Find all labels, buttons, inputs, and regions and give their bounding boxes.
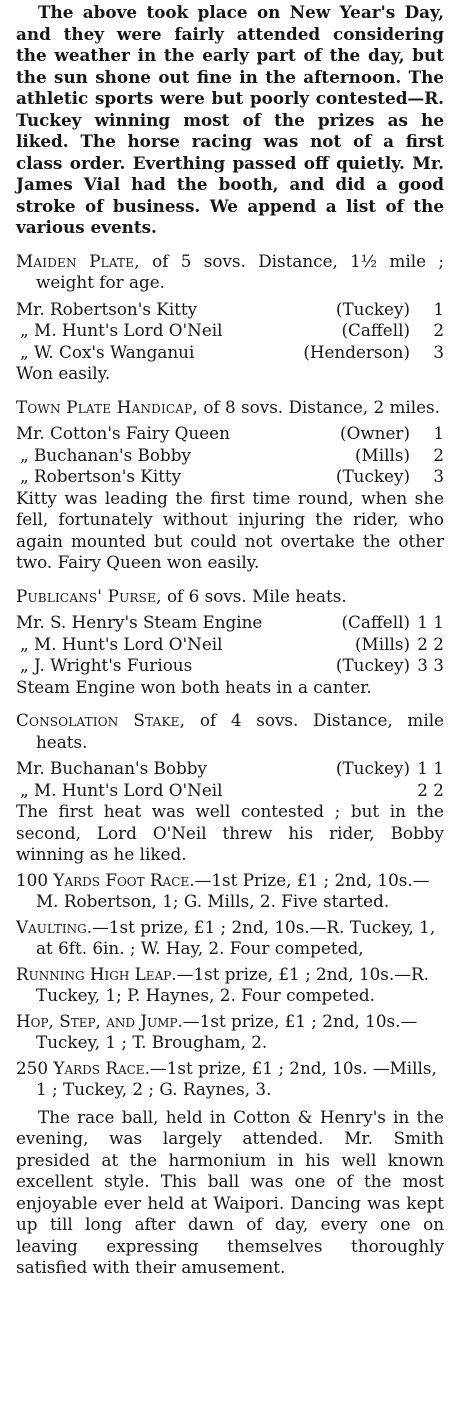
race-details: of 6 sovs. Mile heats. <box>161 585 347 606</box>
entry-horse: „ Robertson's Kitty <box>20 466 182 486</box>
entry-jockey: (Tuckey) <box>335 466 410 486</box>
race-entries <box>16 423 444 488</box>
event-text: —1st prize, £1 ; 2nd, 10s. —Mills, 1 ; Tuckey, 2 ; G. Raynes, 3. <box>36 1057 437 1099</box>
race-maiden-plate <box>16 251 444 385</box>
race-name: Consolation Stake, <box>16 710 186 730</box>
race-note: Won easily. <box>16 363 111 383</box>
race-details: of 4 sovs. Distance, mile heats. <box>36 710 444 752</box>
entry-jockey: (Mills) <box>355 633 410 654</box>
event-item <box>16 870 444 913</box>
entry-place: 3 <box>433 341 444 362</box>
entry-place: 3 3 <box>417 655 444 675</box>
event-item <box>16 1058 444 1101</box>
athletic-events <box>16 870 444 1101</box>
entry-place: 1 1 <box>417 758 444 778</box>
race-details: of 8 sovs. Distance, 2 miles. <box>198 396 440 417</box>
race-entry <box>16 466 444 488</box>
entry-place: 3 <box>433 466 444 486</box>
race-entry <box>16 423 444 445</box>
entry-place: 2 2 <box>417 633 444 654</box>
entry-horse: „ J. Wright's Furious <box>20 655 193 675</box>
event-text: —1st Prize, £1 ; 2nd, 10s.—M. Robertson, 1; G. Mills, 2. Five started. <box>36 869 430 911</box>
race-town-plate <box>16 397 444 574</box>
entry-horse: „ M. Hunt's Lord O'Neil <box>20 633 223 654</box>
race-name: Maiden Plate, <box>16 250 140 271</box>
race-entry <box>16 655 444 677</box>
entry-jockey: (Mills) <box>355 444 410 465</box>
race-consolation-stake <box>16 710 444 866</box>
race-entry <box>16 342 444 364</box>
race-note: The first heat was well contested ; but in the second, Lord O'Neil threw his rider, Bobby winning as he liked. <box>16 801 444 864</box>
race-entry <box>16 445 444 467</box>
entry-place: 2 2 <box>417 779 444 800</box>
event-text: —1st prize, £1 ; 2nd, 10s.—Tuckey, 1 ; T. Brougham, 2. <box>36 1010 418 1052</box>
entry-horse: Mr. Buchanan's Bobby <box>16 758 207 778</box>
race-entries <box>16 299 444 364</box>
event-name: Hop, Step, and Jump. <box>16 1010 183 1031</box>
race-entry <box>16 320 444 342</box>
entry-horse: Mr. Cotton's Fairy Queen <box>16 423 230 443</box>
entry-jockey: (Tuckey) <box>335 655 410 675</box>
race-note: Kitty was leading the first time round, when she fell, fortunately without injuring the rider, who again mounted but could not overtake the other two. Fairy Queen won easily. <box>16 487 444 572</box>
closing-paragraph: The race ball, held in Cotton & Henry's in the evening, was largely attended. Mr. Smith presided at the harmonium in his well known excellent style. This ball was one of the most enjoyable ever held at Waipori. Dancing was kept up till long after dawn of day, every one on leaving expressing themselves thoroughly satisfied with their amusement. <box>16 1106 444 1277</box>
entry-jockey: (Tuckey) <box>335 298 410 319</box>
entry-jockey: (Caffell) <box>341 320 410 340</box>
race-name: Town Plate Handicap, <box>16 396 198 417</box>
entry-jockey: (Owner) <box>340 423 410 443</box>
race-entry <box>16 758 444 780</box>
race-heading <box>16 397 444 419</box>
event-name: Running High Leap. <box>16 963 177 984</box>
race-heading <box>16 586 444 608</box>
event-name: 250 Yards Race. <box>16 1057 150 1078</box>
entry-jockey: (Caffell) <box>341 612 410 632</box>
race-name: Publicans' Purse, <box>16 585 162 606</box>
entry-horse: „ Buchanan's Bobby <box>20 444 191 465</box>
entry-horse: Mr. Robertson's Kitty <box>16 298 198 319</box>
race-entry <box>16 612 444 634</box>
race-heading <box>16 710 444 753</box>
entry-jockey: (Tuckey) <box>335 758 410 778</box>
race-entry <box>16 299 444 321</box>
entry-place: 1 <box>433 298 444 319</box>
event-item <box>16 964 444 1007</box>
race-entry <box>16 780 444 802</box>
entry-jockey: (Henderson) <box>303 341 410 362</box>
race-note: Steam Engine won both heats in a canter. <box>16 676 372 697</box>
newspaper-article <box>16 2 444 1279</box>
event-item <box>16 1011 444 1054</box>
entry-place: 1 1 <box>417 612 444 632</box>
race-entries <box>16 612 444 677</box>
race-details: of 5 sovs. Distance, 1½ mile ; weight for age. <box>36 250 444 292</box>
event-text: —1st prize, £1 ; 2nd, 10s.—R. Tuckey, 1, at 6ft. 6in. ; W. Hay, 2. Four competed, <box>36 916 436 958</box>
race-entry <box>16 634 444 656</box>
entry-horse: „ W. Cox's Wanganui <box>20 341 195 362</box>
entry-horse: Mr. S. Henry's Steam Engine <box>16 612 263 632</box>
entry-place: 1 <box>433 423 444 443</box>
race-entries <box>16 758 444 801</box>
intro-paragraph: The above took place on New Year's Day, and they were fairly attended considering the weather in the early part of the day, but the sun shone out fine in the afternoon. The athletic sports were but poorly contested—R. Tuckey winning most of the prizes as he liked. The horse racing was not of a first class order. Everthing passed off quietly. Mr. James Vial had the booth, and did a good stroke of business. We append a list of the various events. <box>16 2 444 237</box>
event-text: —1st prize, £1 ; 2nd, 10s.—R. Tuckey, 1; P. Haynes, 2. Four competed. <box>36 963 429 1005</box>
event-name: 100 Yards Foot Race. <box>16 869 195 890</box>
race-publicans-purse <box>16 586 444 699</box>
event-item <box>16 917 444 960</box>
event-name: Vaulting. <box>16 916 93 937</box>
entry-horse: „ M. Hunt's Lord O'Neil <box>20 320 223 340</box>
race-heading <box>16 251 444 294</box>
entry-place: 2 <box>433 444 444 465</box>
entry-place: 2 <box>433 320 444 340</box>
entry-horse: „ M. Hunt's Lord O'Neil <box>20 779 223 800</box>
